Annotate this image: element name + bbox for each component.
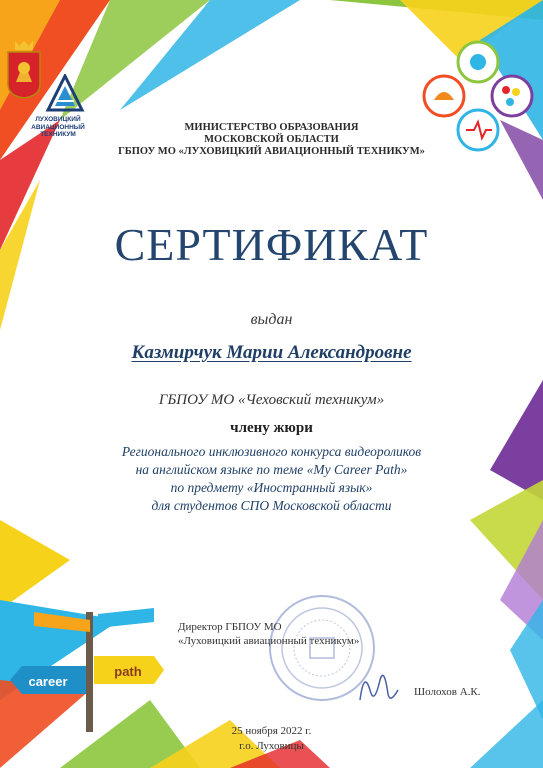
header-line-3: ГБПОУ МО «ЛУХОВИЦКИЙ АВИАЦИОННЫЙ ТЕХНИКУМ»	[118, 146, 425, 157]
issue-place: г.о. Луховицы	[239, 740, 304, 752]
signature-icon	[350, 660, 410, 710]
issue-date: 25 ноября 2022 г.	[231, 725, 312, 737]
contest-line-4: для студентов СПО Московской области	[151, 498, 392, 513]
header-line-1: МИНИСТЕРСТВО ОБРАЗОВАНИЯ	[184, 122, 359, 133]
ministry-header	[0, 122, 543, 158]
signpost-career-label: career	[28, 674, 68, 689]
signpost-icon	[4, 606, 164, 736]
logo-line-2: АВИАЦИОННЫЙ	[31, 123, 85, 131]
director-line-2: «Луховицкий авиационный техникум»	[178, 635, 360, 647]
contest-description	[0, 443, 543, 515]
recipient-name-text: Казмирчук Марии Александровне	[131, 342, 412, 363]
recipient-organization: ГБПОУ МО «Чеховский техникум»	[158, 392, 385, 408]
recipient-name	[0, 342, 543, 364]
director-line-1: Директор ГБПОУ МО	[178, 621, 282, 633]
signpost-path-label: path	[114, 664, 142, 679]
contest-line-1: Регионального инклюзивного конкурса видеороликов	[121, 444, 422, 459]
date-place	[0, 724, 543, 754]
issued-label: выдан	[250, 311, 293, 328]
coat-of-arms-icon	[6, 38, 42, 100]
logo-line-1: ЛУХОВИЦКИЙ	[35, 116, 81, 123]
technicum-logo-icon	[44, 74, 86, 114]
contest-line-2: на английском языке по теме «My Career Path»	[135, 462, 408, 477]
recipient-role: члену жюри	[230, 420, 313, 436]
logo-line-3: ТЕХНИКУМ	[40, 131, 76, 138]
director-name: Шолохов А.К.	[414, 686, 481, 698]
director-position	[178, 620, 359, 648]
header-line-2: МОСКОВСКОЙ ОБЛАСТИ	[204, 134, 339, 145]
certificate-title: СЕРТИФИКАТ	[114, 219, 429, 270]
contest-line-3: по предмету «Иностранный язык»	[170, 480, 373, 495]
